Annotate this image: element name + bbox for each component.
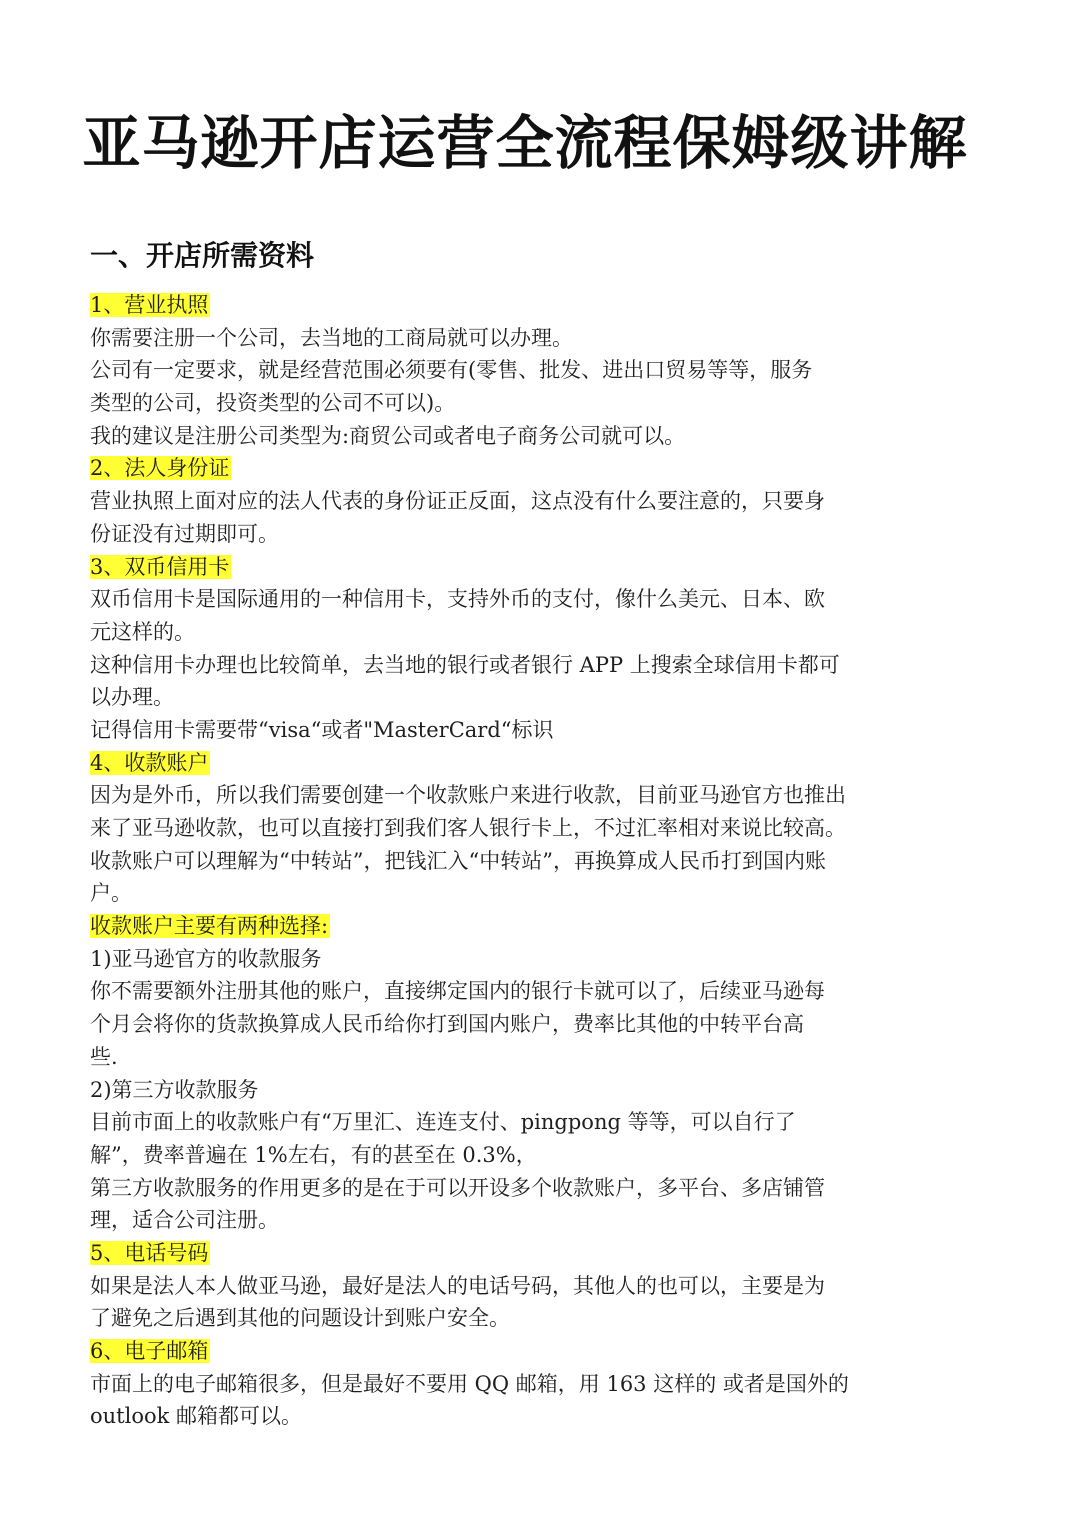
- highlighted-label: 1、营业执照: [90, 293, 209, 317]
- text-span: 你不需要额外注册其他的账户，直接绑定国内的银行卡就可以了，后续亚马逊每: [90, 979, 825, 1004]
- text-span: 因为是外币，所以我们需要创建一个收款账户来进行收款，目前亚马逊官方也推出: [90, 783, 846, 808]
- subsection-heading: [90, 747, 890, 780]
- text-span: 如果是法人本人做亚马逊，最好是法人的电话号码，其他人的也可以，主要是为: [90, 1273, 825, 1298]
- subsection-heading: [90, 1237, 890, 1270]
- body-text-line: [90, 1106, 890, 1139]
- body-text-line: [90, 812, 890, 845]
- body-text-line: [90, 1074, 890, 1107]
- section-heading: 一、开店所需资料: [90, 239, 315, 272]
- subsection-heading: [90, 452, 890, 485]
- text-span: 市面上的电子邮箱很多，但是最好不要用 QQ 邮箱，用 163 这样的 或者是国外的: [90, 1371, 849, 1396]
- text-span: 这种信用卡办理也比较简单，去当地的银行或者银行 APP 上搜索全球信用卡都可: [90, 652, 840, 677]
- document-body: [90, 289, 890, 1433]
- highlighted-label: 3、双币信用卡: [90, 554, 230, 579]
- text-span: outlook 邮箱都可以。: [90, 1404, 303, 1429]
- text-span: 营业执照上面对应的法人代表的身份证正反面，这点没有什么要注意的，只要身: [90, 489, 825, 514]
- text-span: 来了亚马逊收款，也可以直接打到我们客人银行卡上，不过汇率相对来说比较高。: [90, 816, 846, 840]
- body-text-line: [90, 845, 890, 878]
- subsection-heading: [90, 1335, 890, 1368]
- body-text-line: [90, 1041, 890, 1074]
- highlighted-label: 5、电话号码: [90, 1240, 209, 1265]
- text-span: 2)第三方收款服务: [90, 1077, 259, 1102]
- body-text-line: [90, 1302, 890, 1335]
- highlighted-label: 收款账户主要有两种选择:: [90, 914, 329, 939]
- document-title: 亚马逊开店运营全流程保姆级讲解: [82, 109, 968, 177]
- subsection-heading: [90, 551, 890, 584]
- highlighted-label: 2、法人身份证: [90, 456, 230, 481]
- body-text-line: [90, 354, 890, 387]
- highlighted-label: 6、电子邮箱: [90, 1339, 209, 1363]
- body-text-line: [90, 1400, 890, 1433]
- text-span: 了避免之后遇到其他的问题设计到账户安全。: [90, 1306, 510, 1331]
- text-span: 目前市面上的收款账户有“万里汇、连连支付、pingpong 等等，可以自行了: [90, 1110, 796, 1135]
- body-text-line: [90, 1008, 890, 1041]
- text-span: 你需要注册一个公司，去当地的工商局就可以办理。: [90, 325, 573, 350]
- text-span: 收款账户可以理解为“中转站”，把钱汇入“中转站”，再换算成人民币打到国内账: [90, 848, 826, 873]
- subsection-heading: [90, 289, 890, 322]
- body-text-line: [90, 1368, 890, 1401]
- body-text-line: [90, 518, 890, 551]
- text-span: 些.: [90, 1044, 118, 1069]
- body-text-line: [90, 649, 890, 682]
- body-text-line: [90, 485, 890, 518]
- text-span: 公司有一定要求，就是经营范围必须要有(零售、批发、进出口贸易等等，服务: [90, 358, 813, 383]
- body-text-line: [90, 1172, 890, 1205]
- text-span: 记得信用卡需要带“visa“或者"MasterCard“标识: [90, 717, 554, 742]
- body-text-line: [90, 1139, 890, 1172]
- body-text-line: [90, 583, 890, 616]
- text-span: 双币信用卡是国际通用的一种信用卡，支持外币的支付，像什么美元、日本、欧: [90, 587, 825, 612]
- text-span: 解”，费率普遍在 1%左右，有的甚至在 0.3%，: [90, 1142, 537, 1167]
- body-text-line: [90, 714, 890, 747]
- text-span: 理，适合公司注册。: [90, 1208, 279, 1233]
- body-text-line: [90, 1204, 890, 1237]
- body-text-line: [90, 322, 890, 355]
- body-text-line: [90, 943, 890, 976]
- body-text-line: [90, 779, 890, 812]
- body-text-line: [90, 681, 890, 714]
- text-span: 户。: [90, 881, 132, 906]
- body-text-line: [90, 387, 890, 420]
- body-text-line: [90, 1270, 890, 1303]
- highlighted-label: 4、收款账户: [90, 750, 209, 775]
- text-span: 类型的公司，投资类型的公司不可以)。: [90, 391, 456, 416]
- text-span: 第三方收款服务的作用更多的是在于可以开设多个收款账户，多平台、多店铺管: [90, 1175, 825, 1200]
- body-text-line: [90, 420, 890, 453]
- text-span: 以办理。: [90, 685, 174, 710]
- text-span: 1)亚马逊官方的收款服务: [90, 946, 322, 971]
- body-text-line: [90, 975, 890, 1008]
- text-span: 份证没有过期即可。: [90, 521, 279, 546]
- subsection-heading: [90, 910, 890, 943]
- text-span: 我的建议是注册公司类型为:商贸公司或者电子商务公司就可以。: [90, 423, 686, 448]
- text-span: 个月会将你的货款换算成人民币给你打到国内账户，费率比其他的中转平台高: [90, 1012, 804, 1037]
- body-text-line: [90, 877, 890, 910]
- body-text-line: [90, 616, 890, 649]
- text-span: 元这样的。: [90, 619, 195, 644]
